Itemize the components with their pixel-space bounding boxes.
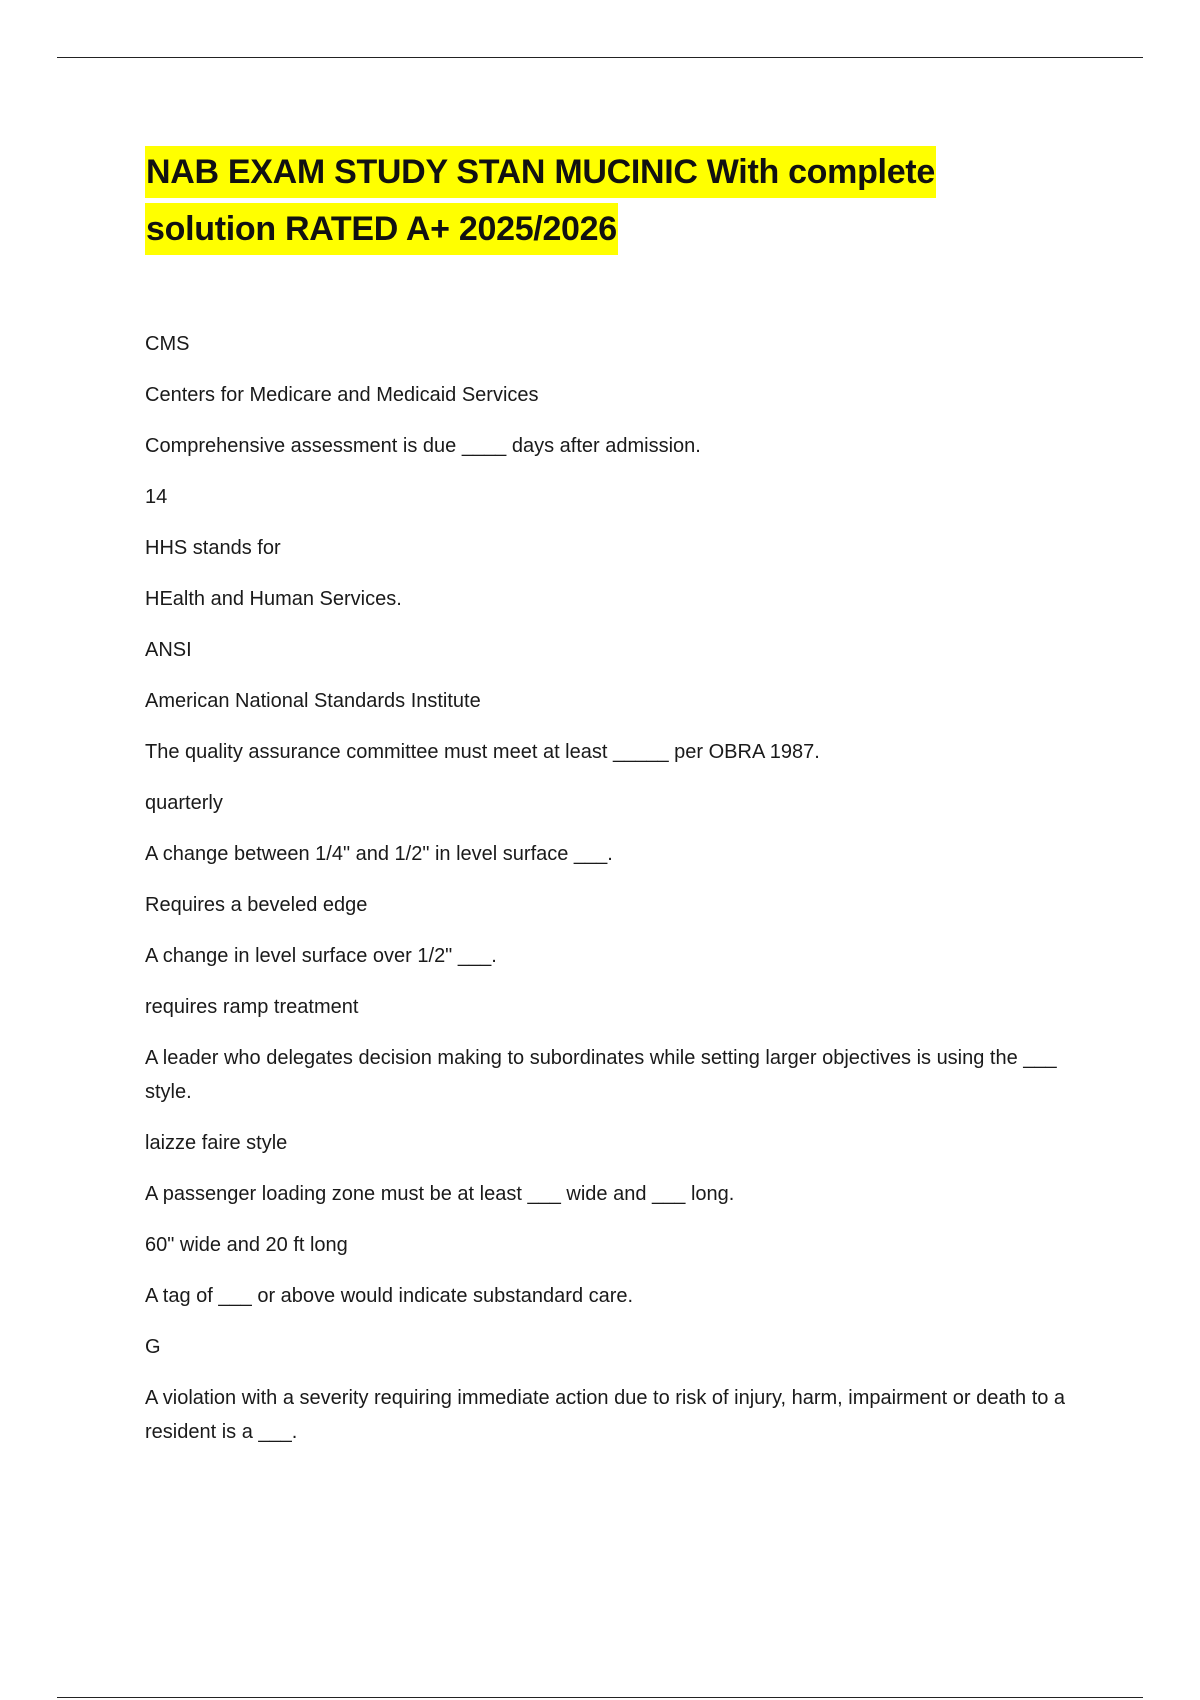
list-item: A tag of ___ or above would indicate substandard care. xyxy=(145,1285,634,1307)
list-item: quarterly xyxy=(145,792,223,814)
list-item: A change between 1/4" and 1/2" in level surface ___. xyxy=(145,843,613,865)
list-item: Centers for Medicare and Medicaid Services xyxy=(145,384,539,406)
list-item: HHS stands for xyxy=(145,537,281,559)
list-item: Requires a beveled edge xyxy=(145,894,368,916)
list-item: The quality assurance committee must meet at least _____ per OBRA 1987. xyxy=(145,741,820,763)
list-item: HEalth and Human Services. xyxy=(145,588,402,610)
document-title xyxy=(145,146,1105,260)
list-item: CMS xyxy=(145,333,190,355)
title-line-1-text: NAB EXAM STUDY STAN MUCINIC With complete xyxy=(145,146,936,198)
list-item: A passenger loading zone must be at least ___ wide and ___ long. xyxy=(145,1183,735,1205)
list-item: laizze faire style xyxy=(145,1132,288,1154)
study-list xyxy=(145,327,1095,1466)
bottom-rule xyxy=(57,1697,1143,1698)
list-item: American National Standards Institute xyxy=(145,690,481,712)
list-item: G xyxy=(145,1336,161,1358)
title-line-1 xyxy=(145,146,1105,203)
title-line-2-text: solution RATED A+ 2025/2026 xyxy=(145,203,618,255)
list-item: ANSI xyxy=(145,639,192,661)
list-item: A change in level surface over 1/2" ___. xyxy=(145,945,497,967)
list-item: 60" wide and 20 ft long xyxy=(145,1234,348,1256)
top-rule xyxy=(57,57,1143,58)
list-item: Comprehensive assessment is due ____ days after admission. xyxy=(145,435,701,457)
list-item: 14 xyxy=(145,486,168,508)
title-line-2 xyxy=(145,203,1105,260)
list-item: A leader who delegates decision making to subordinates while setting larger objectives is using the ___ style. xyxy=(145,1047,1057,1103)
list-item: A violation with a severity requiring immediate action due to risk of injury, harm, impairment or death to a resident is a ___. xyxy=(145,1387,1066,1443)
list-item: requires ramp treatment xyxy=(145,996,359,1018)
